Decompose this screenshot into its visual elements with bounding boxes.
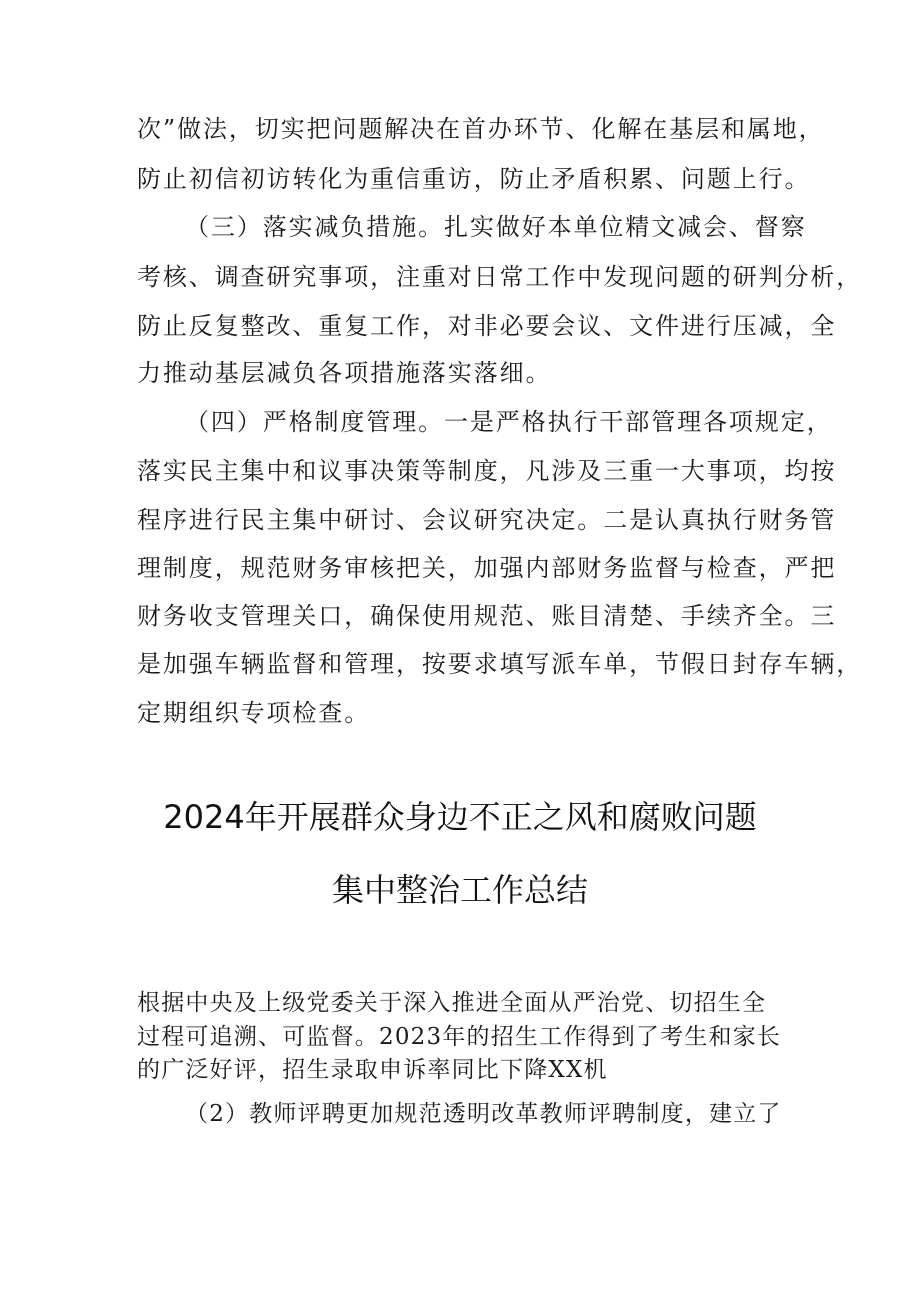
paragraph-line: 防止反复整改、重复工作，对非必要会议、文件进行压减，全 — [137, 312, 837, 340]
paragraph-line: 程序进行民主集中研讨、会议研究决定。二是认真执行财务管 — [137, 506, 837, 534]
paragraph-line: 的广泛好评，招生录取申诉率同比下降XX机 — [137, 1057, 608, 1083]
paragraph-line: 理制度，规范财务审核把关，加强内部财务监督与检查，严把 — [137, 554, 837, 582]
paragraph-line: 是加强车辆监督和管理，按要求填写派车单，节假日封存车辆， — [137, 650, 863, 678]
paragraph-line: 落实民主集中和议事决策等制度，凡涉及三重一大事项，均按 — [137, 457, 837, 485]
paragraph-line: 过程可追溯、可监督。2023年的招生工作得到了考生和家长 — [137, 1024, 782, 1050]
document-title-line-1: 2024年开展群众身边不正之风和腐败问题 — [163, 798, 757, 836]
paragraph-line: 定期组织专项检查。 — [137, 699, 371, 727]
paragraph-line: （三）落实减负措施。扎实做好本单位精文减会、督察 — [185, 213, 807, 241]
paragraph-line: 防止初信初访转化为重信重访，防止矛盾积累、问题上行。 — [137, 165, 811, 193]
paragraph-line: 根据中央及上级党委关于深入推进全面从严治党、切招生全 — [137, 990, 767, 1016]
paragraph-line: 力推动基层减负各项措施落实落细。 — [137, 359, 552, 387]
paragraph-line: 次”做法，切实把问题解决在首办环节、化解在基层和属地， — [137, 115, 825, 143]
paragraph-line: （四）严格制度管理。一是严格执行干部管理各项规定， — [185, 408, 833, 436]
document-title-line-2: 集中整治工作总结 — [331, 871, 588, 909]
paragraph-line: 考核、调查研究事项，注重对日常工作中发现问题的研判分析， — [137, 263, 863, 291]
paragraph-line: （2）教师评聘更加规范透明改革教师评聘制度，建立了 — [185, 1101, 782, 1127]
paragraph-line: 财务收支管理关口，确保使用规范、账目清楚、手续齐全。三 — [137, 602, 837, 630]
